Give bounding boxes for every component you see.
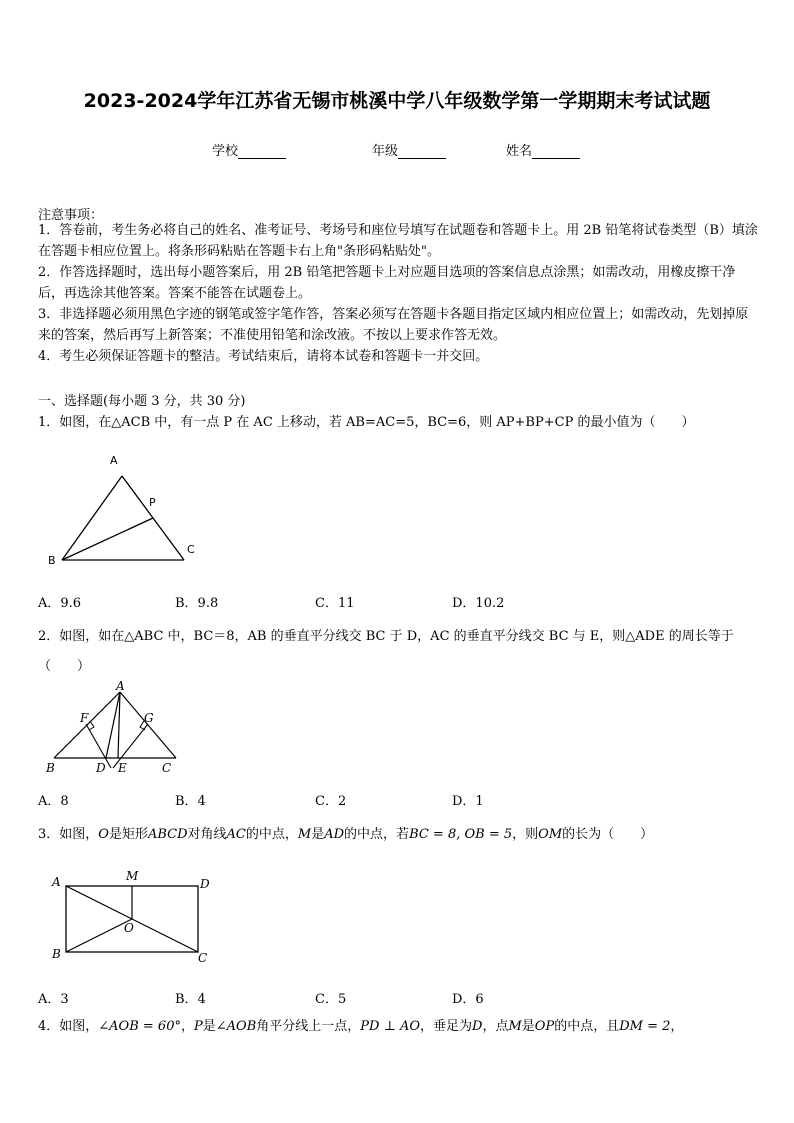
q4-stem-math: OP xyxy=(534,1019,555,1034)
q4-stem-math: ∠AOB xyxy=(215,1019,257,1034)
q3-label-a: A xyxy=(52,875,61,889)
q3-stem-math: OM xyxy=(538,827,563,842)
question-1-figure xyxy=(40,448,200,572)
name-label: 姓名 xyxy=(506,144,533,159)
q2-label-d: D xyxy=(96,761,106,775)
q2-option-c[interactable]: C．2 xyxy=(315,794,347,809)
q1-option-d[interactable]: D．10.2 xyxy=(452,596,505,611)
q3-stem-part: 是矩形 xyxy=(108,827,148,842)
notice-item-4: 4．考生必须保证答题卡的整洁。考试结束后，请将本试卷和答题卡一并交回。 xyxy=(38,349,489,364)
grade-field xyxy=(372,140,446,159)
q4-stem-math: ∠AOB = 60° xyxy=(98,1019,181,1034)
q2-label-e: E xyxy=(118,761,127,775)
school-field xyxy=(212,140,286,159)
q3-stem-part: 的长为（ ） xyxy=(562,827,654,842)
q4-stem-part: ， xyxy=(670,1019,684,1034)
q3-stem-part: ，则 xyxy=(512,827,539,842)
q4-stem-part: 是 xyxy=(202,1019,216,1034)
q2-label-f: F xyxy=(80,711,89,725)
notice-item-3: 3．非选择题必须用黑色字迹的钢笔或签字笔作答，答案必须写在答题卡各题目指定区域内相应位置上；如需改动，先划掉原来的答案，然后再写上新答案；不准使用铅笔和涂改液。不按以上要求作答无效。 xyxy=(38,307,749,343)
q4-stem-part: 是 xyxy=(521,1019,535,1034)
q4-stem-part: 的中点，且 xyxy=(554,1019,620,1034)
name-blank xyxy=(532,146,580,159)
question-2-stem: 2．如图，如在△ABC 中，BC＝8，AB 的垂直平分线交 BC 于 D，AC 的垂直平分线交 BC 与 E，则△ADE 的周长等于（ ） xyxy=(38,629,734,674)
school-blank xyxy=(238,146,286,159)
q4-stem-math: P xyxy=(194,1019,203,1034)
q2-label-g: G xyxy=(144,711,154,725)
q4-stem-math: DM = 2 xyxy=(619,1019,671,1034)
q3-label-c: C xyxy=(198,951,208,965)
q3-stem-math: ABCD xyxy=(147,827,188,842)
q4-stem-math: D xyxy=(472,1019,483,1034)
section-heading: 一、选择题(每小题 3 分，共 30 分) xyxy=(38,394,246,409)
grade-label: 年级 xyxy=(372,144,399,159)
q1-option-a[interactable]: A．9.6 xyxy=(38,596,82,611)
q4-stem-part: ，垂足为 xyxy=(420,1019,473,1034)
q3-label-m: M xyxy=(126,869,139,883)
q3-option-b[interactable]: B．4 xyxy=(175,992,206,1007)
notice-item-1: 1．答卷前，考生务必将自己的姓名、准考证号、考场号和座位号填写在试题卷和答题卡上。用 2B 铅笔将试卷类型（B）填涂在答题卡相应位置上。将条形码粘贴在答题卡右上角"条形码粘贴处"。 xyxy=(38,223,758,259)
q3-label-b: B xyxy=(52,947,61,961)
q3-stem-math: M xyxy=(297,827,312,842)
q3-stem-math: BC = 8, OB = 5 xyxy=(409,827,513,842)
q3-option-c[interactable]: C．5 xyxy=(315,992,347,1007)
q3-stem-part: 是 xyxy=(311,827,325,842)
q2-option-b[interactable]: B．4 xyxy=(175,794,206,809)
q3-label-d: D xyxy=(200,877,210,891)
q1-option-c[interactable]: C．11 xyxy=(315,596,355,611)
grade-blank xyxy=(398,146,446,159)
q2-label-a: A xyxy=(116,679,125,693)
q1-label-b: B xyxy=(48,554,56,567)
q4-stem-part: 角平分线上一点， xyxy=(256,1019,361,1034)
q3-stem-math: AC xyxy=(226,827,246,842)
q2-label-c: C xyxy=(162,761,172,775)
question-2-figure xyxy=(42,678,192,778)
school-label: 学校 xyxy=(212,144,239,159)
name-field xyxy=(506,140,580,159)
question-1-stem: 1．如图，在△ACB 中，有一点 P 在 AC 上移动，若 AB=AC=5，BC=6，则 AP+BP+CP 的最小值为（ ） xyxy=(38,415,695,430)
q1-label-a: A xyxy=(110,454,118,467)
notice-item-2: 2．作答选择题时，选出每小题答案后，用 2B 铅笔把答题卡上对应题目选项的答案信息点涂黑；如需改动，用橡皮擦干净后，再选涂其他答案。答案不能答在试题卷上。 xyxy=(38,265,736,301)
question-3-stem xyxy=(38,824,760,846)
q4-stem-math: PD ⊥ AO xyxy=(360,1019,420,1034)
question-4-stem xyxy=(38,1016,760,1038)
page-title: 2023-2024学年江苏省无锡市桃溪中学八年级数学第一学期期末考试试题 xyxy=(83,90,711,112)
notice-heading: 注意事项： xyxy=(38,208,104,223)
q4-stem-part: 4．如图， xyxy=(38,1019,99,1034)
question-3-figure xyxy=(40,866,230,966)
q4-stem-math: M xyxy=(508,1019,522,1034)
q3-stem-part: 的中点， xyxy=(245,827,298,842)
q4-stem-part: ，点 xyxy=(482,1019,509,1034)
q3-stem-math: AD xyxy=(324,827,345,842)
q3-stem-part: 3．如图， xyxy=(38,827,99,842)
q3-stem-math: O xyxy=(98,827,109,842)
q2-option-d[interactable]: D．1 xyxy=(452,794,484,809)
q3-stem-part: 的中点，若 xyxy=(344,827,410,842)
q3-option-a[interactable]: A．3 xyxy=(38,992,69,1007)
q1-label-p: P xyxy=(149,496,156,509)
q4-stem-part: ， xyxy=(180,1019,194,1034)
q2-option-a[interactable]: A．8 xyxy=(38,794,69,809)
q3-stem-part: 对角线 xyxy=(187,827,227,842)
q1-option-b[interactable]: B．9.8 xyxy=(175,596,219,611)
q3-label-o: O xyxy=(124,921,134,935)
q3-option-d[interactable]: D．6 xyxy=(452,992,484,1007)
q1-label-c: C xyxy=(187,543,195,556)
q2-label-b: B xyxy=(46,761,55,775)
